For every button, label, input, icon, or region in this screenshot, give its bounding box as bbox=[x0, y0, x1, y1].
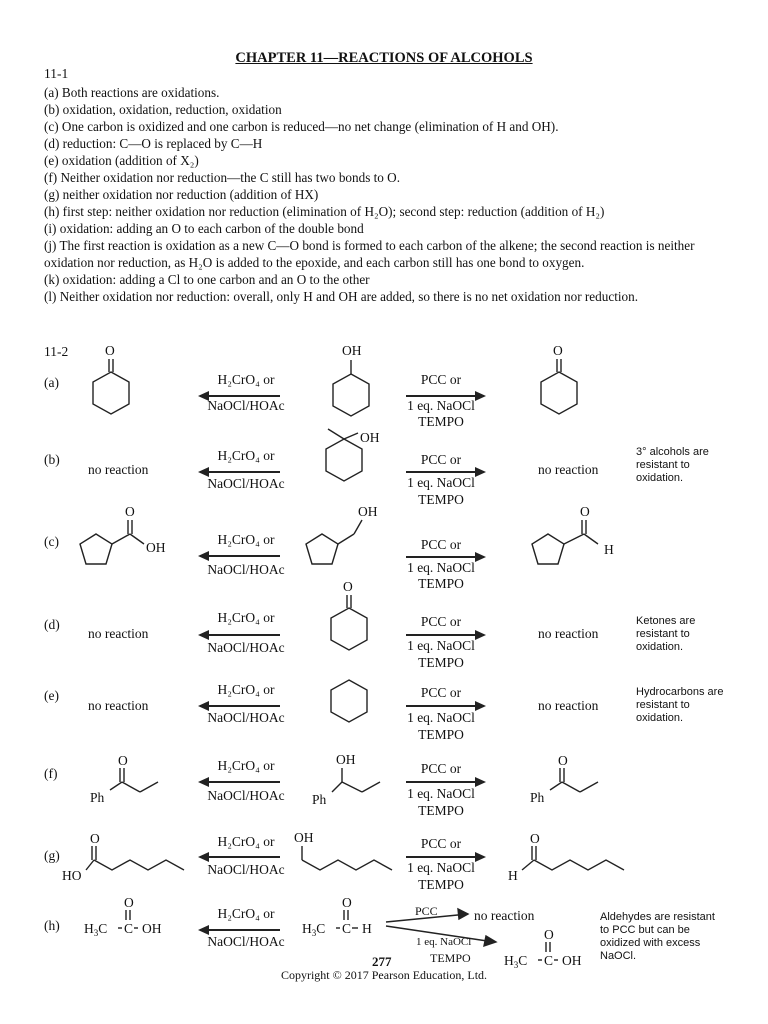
reagent-left-bottom: NaOCl/HOAc bbox=[207, 862, 285, 877]
page-number: 277 bbox=[372, 954, 392, 969]
answer-e: (e) oxidation (addition of X₂) bbox=[44, 153, 199, 168]
svg-text:O: O bbox=[118, 753, 128, 768]
answer-j: (j) The first reaction is oxidation as a new C—O bond is formed to each carbon of the alkene; the second reaction is neither oxidation nor reduction, as H₂O is added to the epoxide, and each carbon still has one bond to oxygen. bbox=[44, 238, 695, 270]
svg-text:H: H bbox=[604, 542, 614, 557]
answer-list bbox=[44, 84, 724, 305]
svg-text:O: O bbox=[544, 927, 554, 942]
svg-text:Ph: Ph bbox=[90, 790, 105, 805]
svg-text:OH: OH bbox=[336, 752, 356, 767]
reagent-left-top: H₂CrO₄ or bbox=[217, 610, 275, 625]
svg-text:O: O bbox=[90, 831, 100, 846]
svg-text:H3C: $H_3C$ bbox=[84, 921, 108, 938]
svg-text:H3C: $H_3C$ bbox=[302, 921, 326, 938]
svg-text:C: C bbox=[124, 921, 134, 936]
reagent-right-mid: 1 eq. NaOCl bbox=[407, 786, 475, 801]
svg-text:O: O bbox=[125, 504, 135, 519]
row-label-f: (f) bbox=[44, 766, 58, 781]
reagent-left-top: H₂CrO₄ or bbox=[217, 448, 275, 463]
reagent-left-bottom: NaOCl/HOAc bbox=[207, 788, 285, 803]
arrow-left bbox=[200, 929, 280, 931]
arrow-right bbox=[406, 856, 484, 858]
reagent-right-mid: 1 eq. NaOCl bbox=[407, 860, 475, 875]
no-reaction-right: no reaction bbox=[538, 626, 599, 641]
hexanol bbox=[292, 830, 402, 885]
no-reaction-right: no reaction bbox=[538, 698, 599, 713]
reagent-right-bottom: TEMPO bbox=[418, 655, 464, 670]
reagent-naocl: 1 eq. NaOCl bbox=[416, 936, 472, 948]
reagent-tempo: TEMPO bbox=[430, 951, 471, 965]
reagent-pcc: PCC bbox=[415, 904, 438, 918]
methylcyclohexanol bbox=[318, 425, 398, 505]
svg-text:O: O bbox=[580, 504, 590, 519]
svg-text:OH: OH bbox=[360, 430, 380, 445]
reagent-right-top: PCC or bbox=[420, 836, 462, 851]
answer-a: (a) Both reactions are oxidations. bbox=[44, 85, 220, 100]
answer-f: (f) Neither oxidation nor reduction—the C still has two bonds to O. bbox=[44, 170, 401, 185]
reagent-left-bottom: NaOCl/HOAc bbox=[207, 640, 285, 655]
reagent-right-bottom: TEMPO bbox=[418, 803, 464, 818]
row-label-e: (e) bbox=[44, 688, 59, 703]
reagent-right-top: PCC or bbox=[420, 452, 462, 467]
no-reaction-left: no reaction bbox=[88, 698, 149, 713]
arrow-right bbox=[406, 634, 484, 636]
copyright: Copyright © 2017 Pearson Education, Ltd. bbox=[280, 968, 488, 982]
answer-b: (b) oxidation, oxidation, reduction, oxidation bbox=[44, 102, 282, 117]
arrow-left bbox=[200, 555, 280, 557]
reagent-right-bottom: TEMPO bbox=[418, 492, 464, 507]
reagent-right-mid: 1 eq. NaOCl bbox=[407, 475, 475, 490]
arrow-right bbox=[406, 781, 484, 783]
svg-text:O: O bbox=[553, 343, 563, 358]
arrow-left bbox=[200, 781, 280, 783]
reagent-left-bottom: NaOCl/HOAc bbox=[207, 398, 285, 413]
reagent-left-top: H₂CrO₄ or bbox=[217, 372, 275, 387]
svg-text:H: H bbox=[362, 921, 372, 936]
svg-text:OH: OH bbox=[342, 343, 362, 358]
reagent-left-top: H₂CrO₄ or bbox=[217, 834, 275, 849]
reagent-left-bottom: NaOCl/HOAc bbox=[207, 934, 285, 949]
arrow-left bbox=[200, 705, 280, 707]
reagent-left-top: H₂CrO₄ or bbox=[217, 682, 275, 697]
reagent-right-top: PCC or bbox=[420, 685, 462, 700]
cyclopentylmethanol bbox=[300, 502, 390, 574]
hexanal bbox=[500, 830, 640, 885]
cyclohexanone bbox=[320, 578, 380, 663]
note-d: Ketones are resistant to oxidation. bbox=[636, 615, 696, 653]
answer-i: (i) oxidation: adding an O to each carbon of the double bond bbox=[44, 221, 364, 236]
section-11-2: 11-2 bbox=[44, 344, 69, 359]
1-phenylpropanol bbox=[306, 752, 396, 812]
note-b: 3° alcohols are resistant to oxidation. bbox=[636, 446, 709, 484]
cyclohexanol bbox=[322, 342, 382, 427]
cyclohexanone-product bbox=[530, 342, 590, 427]
answer-l: (l) Neither oxidation nor reduction: overall, only H and OH are added, so there is no net oxidation nor reduction. bbox=[44, 289, 639, 304]
reagent-left-bottom: NaOCl/HOAc bbox=[207, 476, 285, 491]
reagent-right-top: PCC or bbox=[420, 537, 462, 552]
svg-text:OH: OH bbox=[142, 921, 162, 936]
reagent-right-mid: 1 eq. NaOCl bbox=[407, 398, 475, 413]
arrow-left bbox=[200, 395, 280, 397]
no-reaction-h: no reaction bbox=[474, 908, 535, 923]
answer-g: (g) neither oxidation nor reduction (addition of HX) bbox=[44, 187, 319, 202]
svg-text:O: O bbox=[342, 895, 352, 910]
arrow-left bbox=[200, 634, 280, 636]
arrow-right bbox=[406, 395, 484, 397]
reagent-right-top: PCC or bbox=[420, 761, 462, 776]
arrow-right bbox=[406, 471, 484, 473]
reagent-right-top: PCC or bbox=[420, 372, 462, 387]
row-label-d: (d) bbox=[44, 617, 60, 632]
reagent-right-bottom: TEMPO bbox=[418, 727, 464, 742]
reagent-right-top: PCC or bbox=[420, 614, 462, 629]
row-label-h: (h) bbox=[44, 918, 60, 933]
no-reaction-left: no reaction bbox=[88, 462, 149, 477]
answer-c: (c) One carbon is oxidized and one carbon is reduced—no net change (elimination of H and OH). bbox=[44, 119, 559, 134]
svg-text:O: O bbox=[530, 831, 540, 846]
acetaldehyde bbox=[300, 896, 390, 946]
arrow-left bbox=[200, 471, 280, 473]
reagent-right-mid: 1 eq. NaOCl bbox=[407, 560, 475, 575]
svg-text:C: C bbox=[342, 921, 352, 936]
cyclohexanone-product bbox=[82, 342, 142, 427]
svg-text:O: O bbox=[124, 895, 134, 910]
answer-k: (k) oxidation: adding a Cl to one carbon and an O to the other bbox=[44, 272, 370, 287]
answer-h: (h) first step: neither oxidation nor reduction (elimination of H₂O); second step: reduction (addition of H₂) bbox=[44, 204, 605, 219]
note-e: Hydrocarbons are resistant to oxidation. bbox=[636, 686, 724, 724]
atom-o: O bbox=[105, 343, 115, 358]
row-label-g: (g) bbox=[44, 848, 60, 863]
propiophenone bbox=[86, 752, 176, 812]
reagent-right-mid: 1 eq. NaOCl bbox=[407, 710, 475, 725]
svg-text:OH: OH bbox=[146, 540, 166, 555]
row-label-b: (b) bbox=[44, 452, 60, 467]
reagent-left-top: H₂CrO₄ or bbox=[217, 758, 275, 773]
reagent-left-top: H₂CrO₄ or bbox=[217, 906, 275, 921]
svg-text:OH: OH bbox=[562, 953, 582, 968]
no-reaction-right: no reaction bbox=[538, 462, 599, 477]
hexanoic-acid bbox=[58, 830, 198, 885]
svg-text:C: C bbox=[544, 953, 554, 968]
section-11-1: 11-1 bbox=[44, 66, 69, 81]
svg-text:OH: OH bbox=[358, 504, 378, 519]
propiophenone-product bbox=[526, 752, 616, 812]
row-label-c: (c) bbox=[44, 534, 59, 549]
arrow-right bbox=[406, 705, 484, 707]
cyclohexane bbox=[320, 672, 380, 742]
reagent-right-mid: 1 eq. NaOCl bbox=[407, 638, 475, 653]
svg-text:Ph: Ph bbox=[530, 790, 545, 805]
reagent-left-bottom: NaOCl/HOAc bbox=[207, 710, 285, 725]
reagent-left-bottom: NaOCl/HOAc bbox=[207, 562, 285, 577]
svg-text:Ph: Ph bbox=[312, 792, 327, 807]
note-h: Aldehydes are resistant to PCC but can be oxidized with excess NaOCl. bbox=[600, 911, 715, 962]
arrow-left bbox=[200, 856, 280, 858]
svg-text:OH: OH bbox=[294, 830, 314, 845]
cyclopentanecarboxylic-acid bbox=[76, 504, 176, 574]
reagent-right-bottom: TEMPO bbox=[418, 877, 464, 892]
cyclopentanecarbaldehyde bbox=[526, 504, 626, 574]
row-label-a: (a) bbox=[44, 375, 59, 390]
answer-d: (d) reduction: C—O is replaced by C—H bbox=[44, 136, 263, 151]
reagent-left-top: H₂CrO₄ or bbox=[217, 532, 275, 547]
reagent-right-bottom: TEMPO bbox=[418, 576, 464, 591]
acetic-acid bbox=[80, 896, 180, 946]
svg-text:H3C: $H_3C$ bbox=[504, 953, 528, 970]
page-title: CHAPTER 11—REACTIONS OF ALCOHOLS bbox=[235, 50, 533, 66]
svg-text:H: H bbox=[508, 868, 518, 883]
svg-text:O: O bbox=[343, 579, 353, 594]
no-reaction-left: no reaction bbox=[88, 626, 149, 641]
svg-text:HO: HO bbox=[62, 868, 82, 883]
arrow-right bbox=[406, 556, 484, 558]
reagent-right-bottom: TEMPO bbox=[418, 414, 464, 429]
svg-text:O: O bbox=[558, 753, 568, 768]
